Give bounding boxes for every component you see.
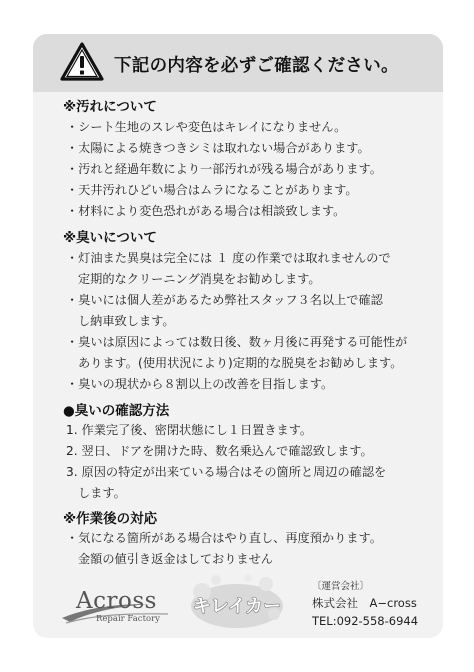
odor-line: ・臭いの現状から８割以上の改善を目指します。 <box>66 377 334 391</box>
check-step: 2. 翌日、ドアを開けた時、数名乗込んで確認致します。 <box>66 444 373 458</box>
aftercare-line: 金額の値引き返金はしておりません <box>78 552 273 566</box>
odor-line: ・臭いは原因によっては数日後、数ヶ月後に再発する可能性が <box>66 335 408 349</box>
company-tel: TEL:092-558-6944 <box>312 614 419 628</box>
odor-line: し納車致します。 <box>78 314 175 328</box>
page-title: 下記の内容を必ずご確認ください。 <box>114 56 399 76</box>
warning-icon <box>60 42 104 82</box>
check-step: します。 <box>78 486 126 500</box>
across-logo: Across <box>76 588 157 614</box>
section-heading-aftercare: ※作業後の対応 <box>63 511 158 527</box>
check-step: 3. 原因の特定が出来ている場合はその箇所と周辺の確認を <box>66 465 387 479</box>
stains-line: ・シート生地のスレや変色はキレイになりません。 <box>66 120 347 134</box>
across-logo-subtitle: Repair Factory <box>96 614 160 624</box>
kirei-logo-text: キレイカー <box>192 596 282 617</box>
operator-label: 〔運営会社〕 <box>312 581 370 592</box>
odor-line: ・灯油また異臭は完全には １ 度の作業では取れませんので <box>66 251 391 265</box>
aftercare-line: ・気になる箇所がある場合はやり直し、再度預かります。 <box>66 531 382 545</box>
section-heading-stains: ※汚れについて <box>63 99 157 115</box>
kirei-car-logo <box>186 570 288 632</box>
odor-line: ・臭いには個人差があるため弊社スタッフ３名以上で確認 <box>66 293 383 307</box>
section-heading-odor-check: ●臭いの確認方法 <box>63 403 170 419</box>
stains-line: ・汚れと経過年数により一部汚れが残る場合があります。 <box>66 162 382 176</box>
stains-line: ・太陽による焼きつきシミは取れない場合があります。 <box>66 141 370 155</box>
company-name: 株式会社 A−cross <box>312 596 417 610</box>
check-step: 1. 作業完了後、密閉状態にし１日置きます。 <box>66 423 313 437</box>
stains-line: ・材料により変色恐れがある場合は相談致します。 <box>66 204 346 218</box>
odor-line: 定期的なクリーニング消臭をお勧めします。 <box>78 272 321 286</box>
stains-line: ・天井汚れひどい場合はムラになることがあります。 <box>66 183 358 197</box>
section-heading-odor: ※臭いについて <box>63 230 157 246</box>
odor-line: あります。(使用状況により)定期的な脱臭をお勧めします。 <box>78 356 403 370</box>
